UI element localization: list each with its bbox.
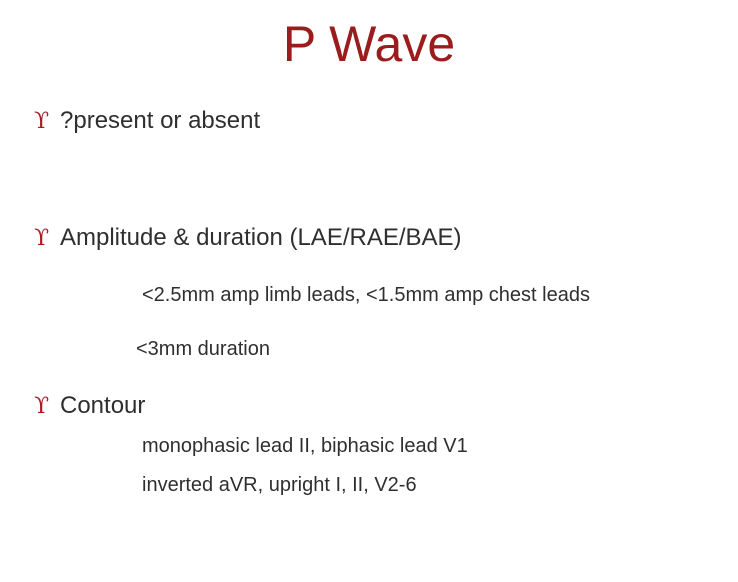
- bullet-contour: [34, 391, 145, 422]
- subpoint-contour-direction: inverted aVR, upright I, II, V2-6: [142, 474, 417, 496]
- bullet-symbol-icon: ϒ: [34, 394, 50, 419]
- subpoint-contour-phasic: monophasic lead II, biphasic lead V1: [142, 435, 468, 457]
- bullet-symbol-icon: ϒ: [34, 109, 50, 134]
- bullet-symbol-icon: ϒ: [34, 226, 50, 251]
- bullet-text: Contour: [60, 392, 146, 419]
- bullet-text: ?present or absent: [60, 107, 261, 134]
- subpoint-duration: <3mm duration: [136, 338, 270, 360]
- bullet-text: Amplitude & duration (LAE/RAE/BAE): [60, 224, 462, 251]
- slide-title: P Wave: [282, 16, 456, 72]
- bullet-amplitude-duration: [34, 223, 462, 254]
- bullet-present-absent: [34, 106, 260, 137]
- subpoint-amplitude: <2.5mm amp limb leads, <1.5mm amp chest leads: [142, 284, 590, 306]
